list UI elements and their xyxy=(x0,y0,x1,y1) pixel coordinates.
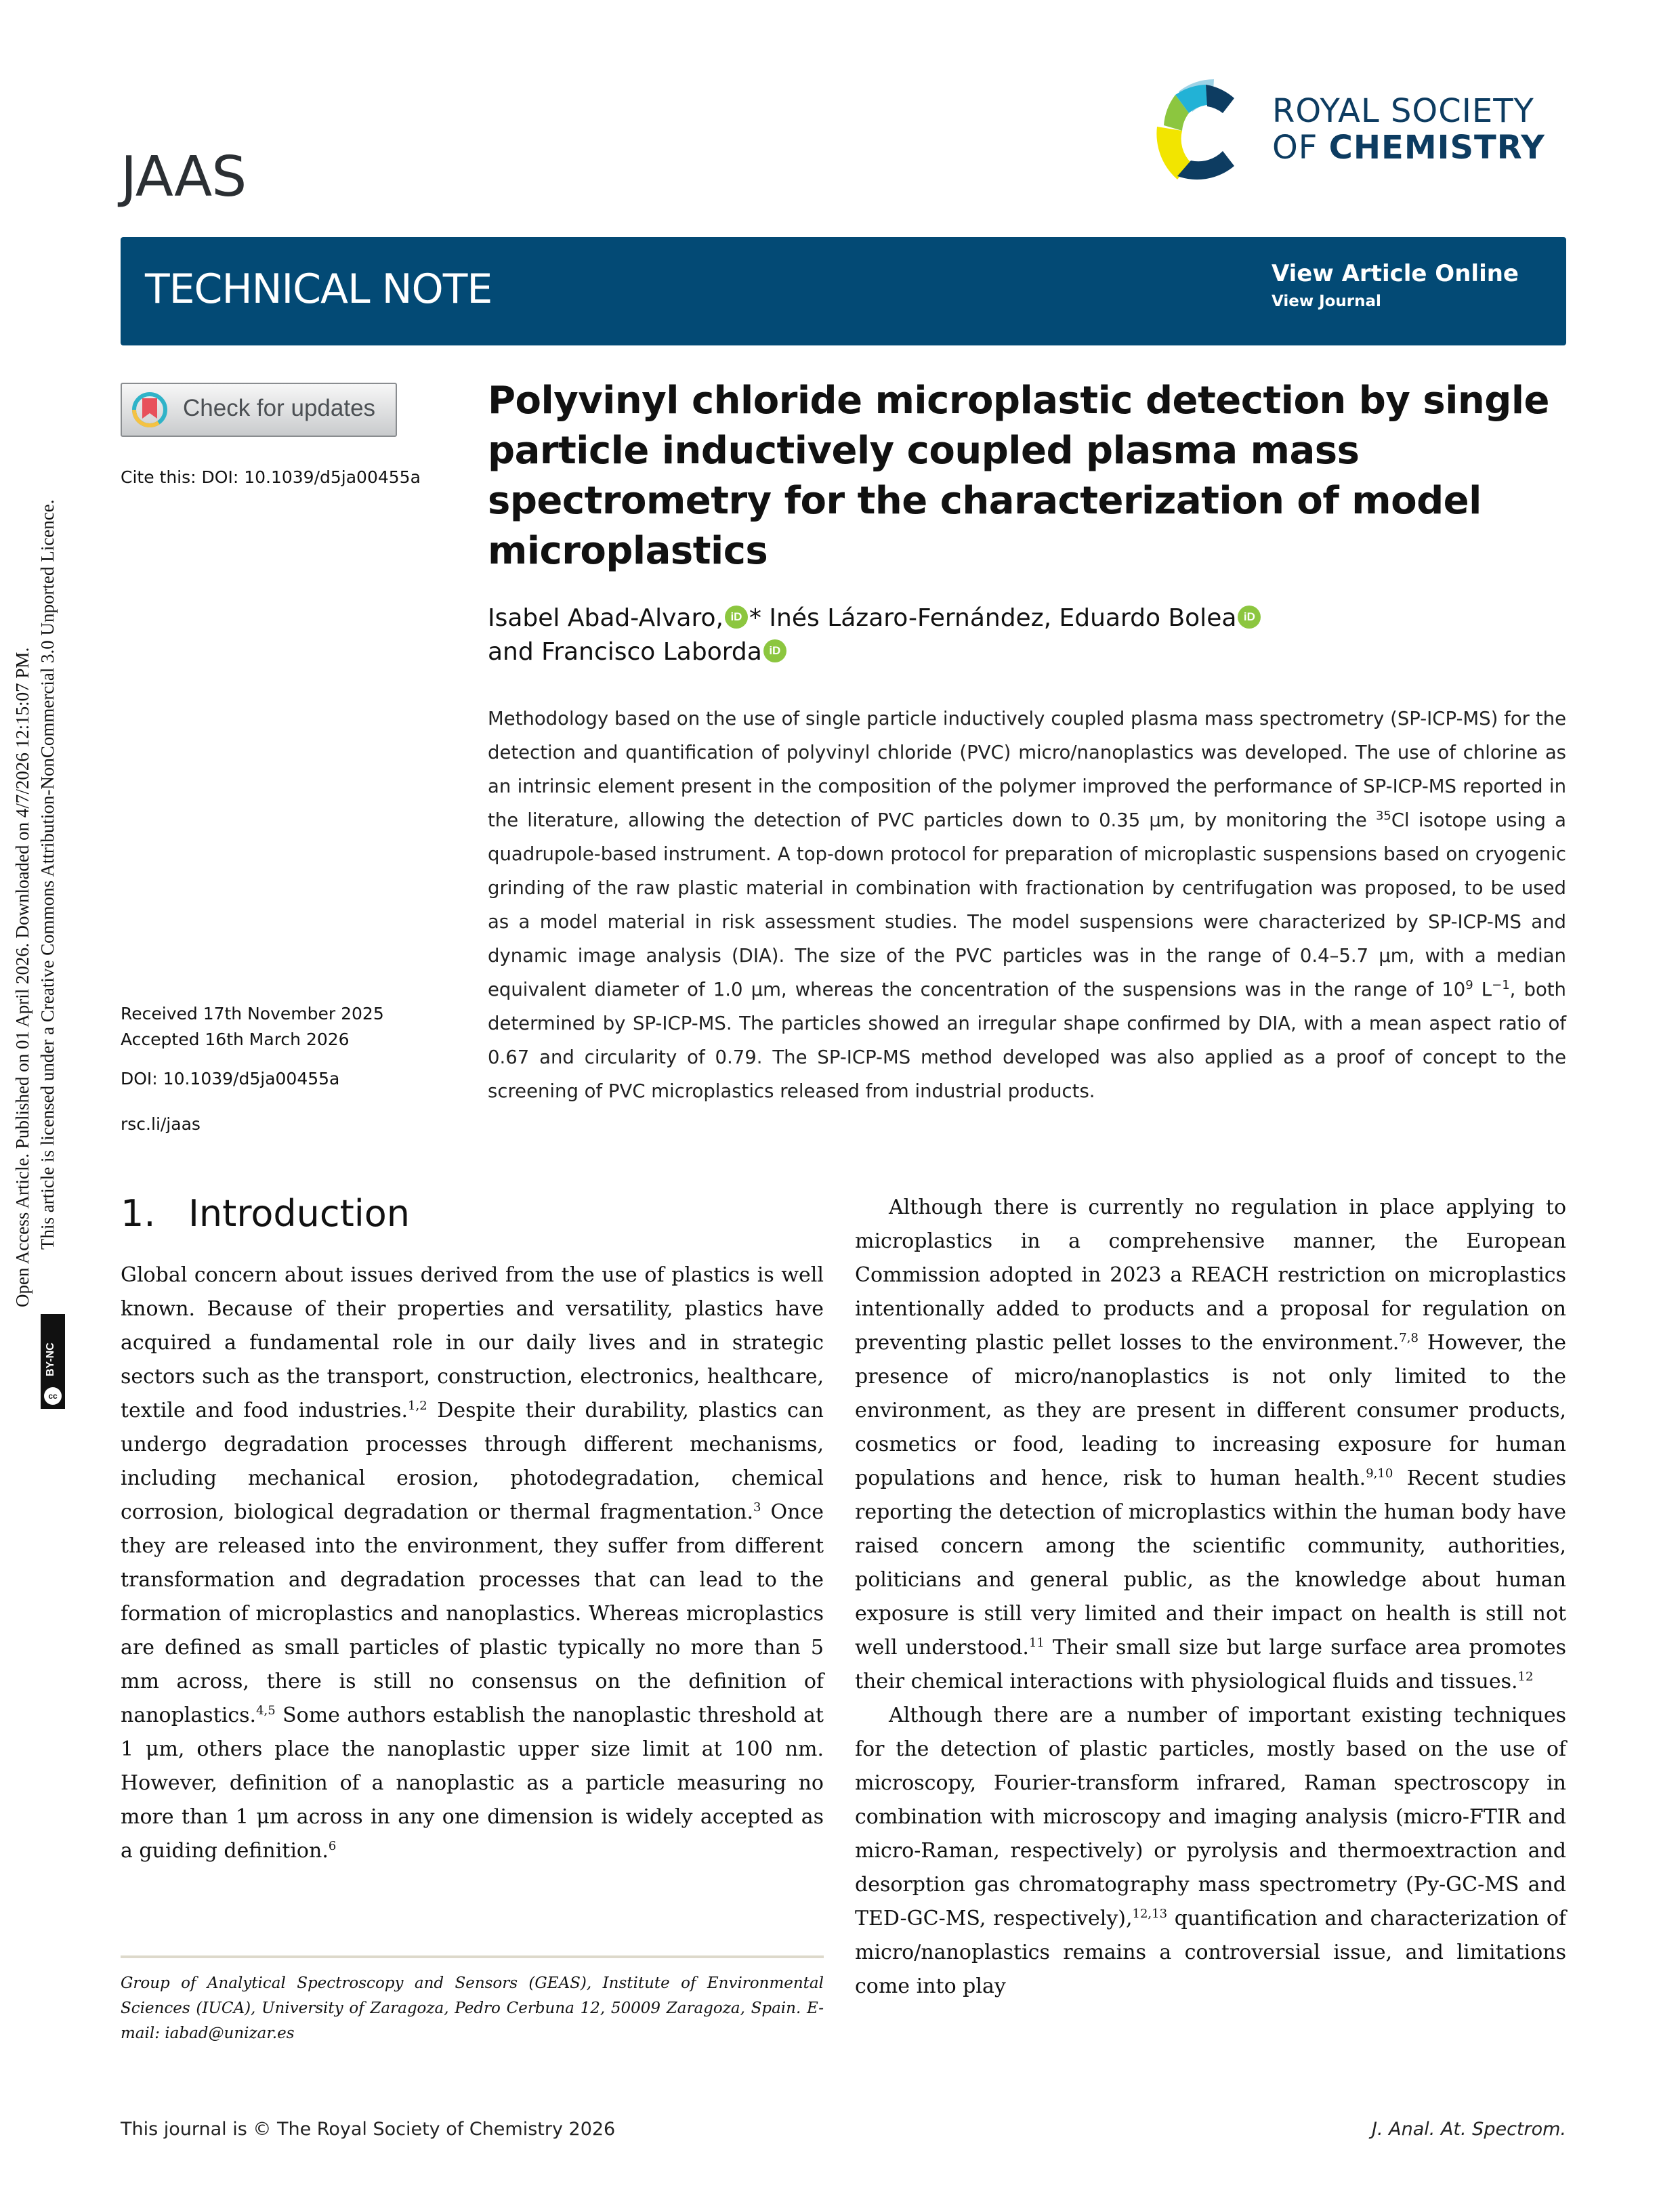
article-type-banner xyxy=(121,237,1566,345)
abstract xyxy=(488,702,1566,1108)
cc-by-nc-badge-icon[interactable] xyxy=(41,1314,65,1409)
citation-ref[interactable]: 11 xyxy=(1028,1636,1045,1650)
body-column-left xyxy=(121,1258,824,1868)
check-for-updates-label: Check for updates xyxy=(183,395,376,421)
paragraph-text: Despite their durability, plastics can undergo degradation processes through different mechanisms, including mechanical erosion, photodegradation, chemical corrosion, biological degradation or thermal fragmentation. xyxy=(121,1399,824,1524)
cite-doi[interactable]: DOI: 10.1039/d5ja00455a xyxy=(201,467,421,487)
journal-name: JAAS xyxy=(121,145,247,209)
orcid-icon[interactable]: iD xyxy=(725,606,748,629)
paragraph-text: Although there is currently no regulation in place applying to microplastics in a comprehensive manner, the European Commission adopted in 2023 a REACH restriction on microplastics intentionally added to products and a proposal for regulation on preventing plastic pellet losses to the environment. xyxy=(855,1196,1566,1355)
author-name: Isabel Abad-Alvaro, xyxy=(488,604,723,632)
journal-link[interactable]: rsc.li/jaas xyxy=(121,1114,201,1134)
open-access-notice: Open Access Article. Published on 01 April 2026. Downloaded on 4/7/2026 12:15:07 PM. xyxy=(12,647,33,1307)
publisher-name-line2 xyxy=(1272,129,1545,166)
view-article-online-link[interactable]: View Article Online xyxy=(1271,260,1519,287)
orcid-icon[interactable]: iD xyxy=(1238,606,1261,629)
license-notice[interactable]: This article is licensed under a Creative Commons Attribution-NonCommercial 3.0 Unported Licence. xyxy=(37,499,58,1250)
section-heading-introduction xyxy=(121,1192,410,1235)
publisher-name-bold: CHEMISTRY xyxy=(1328,129,1545,167)
author-name: Eduardo Bolea xyxy=(1059,604,1237,632)
publisher-name-prefix: OF xyxy=(1272,129,1329,167)
paragraph xyxy=(121,1258,824,1868)
publisher-name-line1: ROYAL SOCIETY xyxy=(1272,92,1534,130)
publisher-logo[interactable] xyxy=(1152,64,1585,200)
footer-copyright: This journal is © The Royal Society of Chemistry 2026 xyxy=(121,2119,616,2140)
paragraph-text: Their small size but large surface area promotes their chemical interactions with physiological fluids and tissues. xyxy=(855,1636,1566,1693)
citation-ref[interactable]: 3 xyxy=(753,1500,761,1515)
paragraph-text: Global concern about issues derived from the use of plastics is well known. Because of their properties and versatility, plastics have acquired a fundamental role in our daily lives and in strategic sectors such as the transport, construction, electronics, healthcare, textile and food industries. xyxy=(121,1263,824,1422)
citation-ref[interactable]: 4,5 xyxy=(256,1704,276,1718)
article-type: TECHNICAL NOTE xyxy=(145,266,492,313)
section-title: Introduction xyxy=(188,1192,411,1235)
exponent-superscript: 9 xyxy=(1465,977,1473,992)
abstract-text: Methodology based on the use of single particle inductively coupled plasma mass spectrometry (SP-ICP-MS) for the detection and quantification of polyvinyl chloride (PVC) micro/nanoplastics was developed. The use of chlorine as an intrinsic element present in the composition of the polymer improved the performance of SP-ICP-MS reported in the literature, allowing the detection of PVC particles down to 0.35 μm, by monitoring the xyxy=(488,708,1566,831)
paragraph xyxy=(855,1191,1566,1699)
footer-journal-abbrev: J. Anal. At. Spectrom. xyxy=(1372,2119,1566,2140)
paragraph-text: However, the presence of micro/nanoplastics is not only limited to the environment, as they are present in different consumer products, cosmetics or food, leading to increasing exposure for human populations and hence, risk to human health. xyxy=(855,1331,1566,1490)
received-date: Received 17th November 2025 xyxy=(121,1004,384,1023)
section-number: 1. xyxy=(121,1192,156,1235)
citation-ref[interactable]: 9,10 xyxy=(1366,1466,1393,1481)
view-journal-link[interactable]: View Journal xyxy=(1271,293,1381,310)
cite-label: Cite this: xyxy=(121,467,196,487)
article-dates xyxy=(121,1001,384,1053)
abstract-text: L xyxy=(1473,979,1492,1000)
article-doi[interactable]: DOI: 10.1039/d5ja00455a xyxy=(121,1069,340,1088)
unit-superscript: −1 xyxy=(1492,977,1510,992)
abstract-text: , both determined by SP-ICP-MS. The particles showed an irregular shape confirmed by DIA, with a mean aspect ratio of 0.67 and circularity of 0.79. The SP-ICP-MS method developed was also applied as a proof of concept to the screening of PVC microplastics released from industrial products. xyxy=(488,979,1566,1102)
author-list xyxy=(488,601,1572,669)
citation-ref[interactable]: 12 xyxy=(1517,1670,1534,1684)
author-name: Inés Lázaro-Fernández, xyxy=(769,604,1052,632)
license-strip xyxy=(0,0,75,2200)
check-for-updates-button[interactable] xyxy=(121,383,397,437)
body-column-right xyxy=(855,1191,1566,2004)
author-affiliation: Group of Analytical Spectroscopy and Sensors (GEAS), Institute of Environmental Sciences (IUCA), University of Zaragoza, Pedro Cerbuna 12, 50009 Zaragoza, Spain. E-mail: iabad@unizar.es xyxy=(121,1974,824,2042)
accepted-date: Accepted 16th March 2026 xyxy=(121,1030,350,1049)
citation-ref[interactable]: 12,13 xyxy=(1132,1907,1168,1921)
footnote-divider xyxy=(121,1955,824,1958)
citation-ref[interactable]: 1,2 xyxy=(408,1399,427,1413)
paragraph-text: Although there are a number of important existing techniques for the detection of plastic particles, mostly based on the use of microscopy, Fourier-transform infrared, Raman spectroscopy in combination with microscopy and imaging analysis (micro-FTIR and micro-Raman, respectively) or pyrolysis and thermoextraction and desorption gas chromatography mass spectrometry (Py-GC-MS and TED-GC-MS, respectively), xyxy=(855,1704,1566,1930)
rsc-logo-icon xyxy=(1152,64,1260,200)
corresponding-author-mark: * xyxy=(749,604,761,632)
author-name: and Francisco Laborda xyxy=(488,638,762,666)
citation-ref[interactable]: 6 xyxy=(328,1839,337,1853)
article-title: Polyvinyl chloride microplastic detection by single particle inductively coupled plasma mass spectrometry for the characterization of model microplastics xyxy=(488,379,1550,573)
cc-badge-label: BY-NC xyxy=(45,1342,56,1376)
orcid-icon[interactable]: iD xyxy=(763,639,786,662)
paragraph-text: Once they are released into the environment, they suffer from different transformation and degradation processes that can lead to the formation of microplastics and nanoplastics. Whereas microplastics are defined as small particles of plastic typically no more than 5 mm across, there is still no consensus on the definition of nanoplastics. xyxy=(121,1500,824,1727)
abstract-text: Cl isotope using a quadrupole-based instrument. A top-down protocol for preparation of microplastic suspensions based on cryogenic grinding of the raw plastic material in combination with fractionation by centrifugation was proposed, to be used as a model material in risk assessment studies. The model suspensions were characterized by SP-ICP-MS and dynamic image analysis (DIA). The size of the PVC particles was in the range of 0.4–5.7 μm, with a median equivalent diameter of 1.0 μm, whereas the concentration of the suspensions was in the range of 10 xyxy=(488,809,1566,1000)
paragraph-text: quantification and characterization of micro/nanoplastics remains a controversial issue, and limitations come into play xyxy=(855,1907,1567,1998)
isotope-superscript: 35 xyxy=(1375,808,1391,823)
paragraph xyxy=(855,1699,1566,2004)
bookmark-update-icon xyxy=(131,392,168,428)
citation-ref[interactable]: 7,8 xyxy=(1399,1331,1419,1345)
paragraph-text: Some authors establish the nanoplastic threshold at 1 μm, others place the nanoplastic upper size limit at 100 nm. However, definition of a nanoplastic as a particle measuring no more than 1 μm across in any one dimension is widely accepted as a guiding definition. xyxy=(121,1704,824,1863)
cite-this xyxy=(121,467,421,487)
paragraph-text: Recent studies reporting the detection of microplastics within the human body have raised concern among the scientific community, authorities, politicians and general public, as the knowledge about human exposure is still very limited and their impact on health is still not well understood. xyxy=(855,1466,1566,1659)
cc-symbol: cc xyxy=(44,1387,62,1405)
